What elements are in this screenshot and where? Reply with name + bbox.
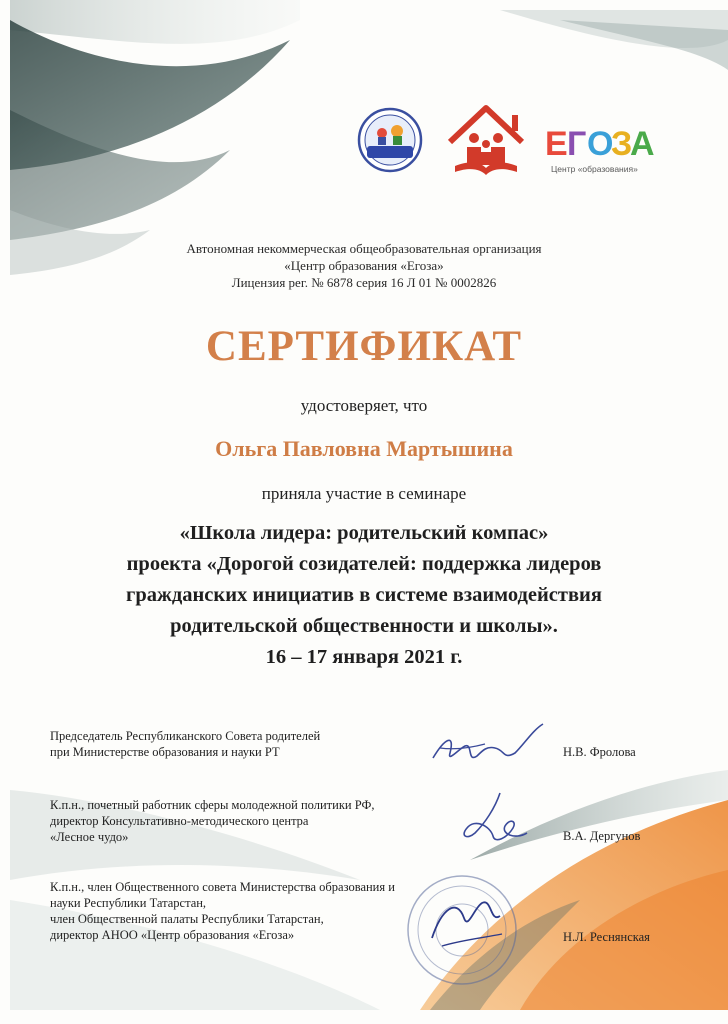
participation-text: приняла участие в семинаре bbox=[261, 484, 467, 503]
signatory-1-title bbox=[50, 728, 320, 760]
hraniteli-logo bbox=[359, 109, 421, 171]
signatory-2-title bbox=[50, 797, 374, 845]
signatory-2-name: В.А. Дергунов bbox=[563, 829, 641, 843]
logos-area bbox=[355, 100, 655, 190]
certifies-text: удостоверяет, что bbox=[300, 396, 428, 415]
seminar-project-line-3: родительской общественности и школы». bbox=[170, 615, 558, 637]
seminar-project-line-1: проекта «Дорогой созидателей: поддержка лидеров bbox=[126, 553, 602, 575]
svg-text:З: З bbox=[611, 125, 633, 163]
signatory-3-line-1: К.п.н., член Общественного совета Министерства образования и bbox=[50, 880, 395, 894]
certificate-title: СЕРТИФИКАТ bbox=[205, 323, 523, 370]
seminar-dates: 16 – 17 января 2021 г. bbox=[265, 646, 463, 668]
signatory-3-line-2: науки Республики Татарстан, bbox=[50, 896, 207, 910]
recipient-name: Ольга Павловна Мартышина bbox=[215, 436, 513, 461]
seminar-title: «Школа лидера: родительский компас» bbox=[179, 522, 549, 544]
signatory-2-line-1: К.п.н., почетный работник сферы молодежной политики РФ, bbox=[50, 798, 375, 812]
organization-name: Автономная некоммерческая общеобразовательная организация bbox=[186, 241, 542, 256]
signatory-2-line-2: директор Консультативно-методического центра bbox=[50, 814, 309, 828]
signatory-2-line-3: «Лесное чудо» bbox=[50, 830, 129, 844]
svg-text:О: О bbox=[587, 125, 614, 163]
organization-header bbox=[0, 240, 728, 291]
signatory-3-title bbox=[50, 879, 395, 943]
signature-1-image bbox=[425, 718, 550, 778]
signatory-1-name: Н.В. Фролова bbox=[563, 745, 636, 759]
official-stamp bbox=[402, 868, 522, 988]
signatory-1-line-2: при Министерстве образования и науки РТ bbox=[50, 745, 280, 759]
svg-text:Центр «образования»: Центр «образования» bbox=[551, 164, 638, 174]
svg-text:Г: Г bbox=[567, 125, 587, 163]
organization-center: «Центр образования «Егоза» bbox=[284, 258, 444, 273]
svg-text:А: А bbox=[630, 125, 655, 163]
signature-2-image bbox=[455, 788, 535, 853]
signatory-3-line-3: член Общественной палаты Республики Татарстан, bbox=[50, 912, 324, 926]
license-number: Лицензия рег. № 6878 серия 16 Л 01 № 0002826 bbox=[231, 275, 497, 290]
egoza-logo bbox=[545, 125, 655, 174]
seminar-project-line-2: гражданских инициатив в системе взаимодействия bbox=[126, 584, 602, 606]
signatory-3-name: Н.Л. Реснянская bbox=[563, 930, 650, 944]
seminar-description bbox=[0, 518, 728, 673]
signatory-3-line-4: директор АНОО «Центр образования «Егоза» bbox=[50, 928, 295, 942]
house-logo bbox=[450, 108, 522, 175]
signatory-1-line-1: Председатель Республиканского Совета родителей bbox=[50, 729, 321, 743]
egoza-logo-letter-1: Е bbox=[545, 125, 568, 163]
